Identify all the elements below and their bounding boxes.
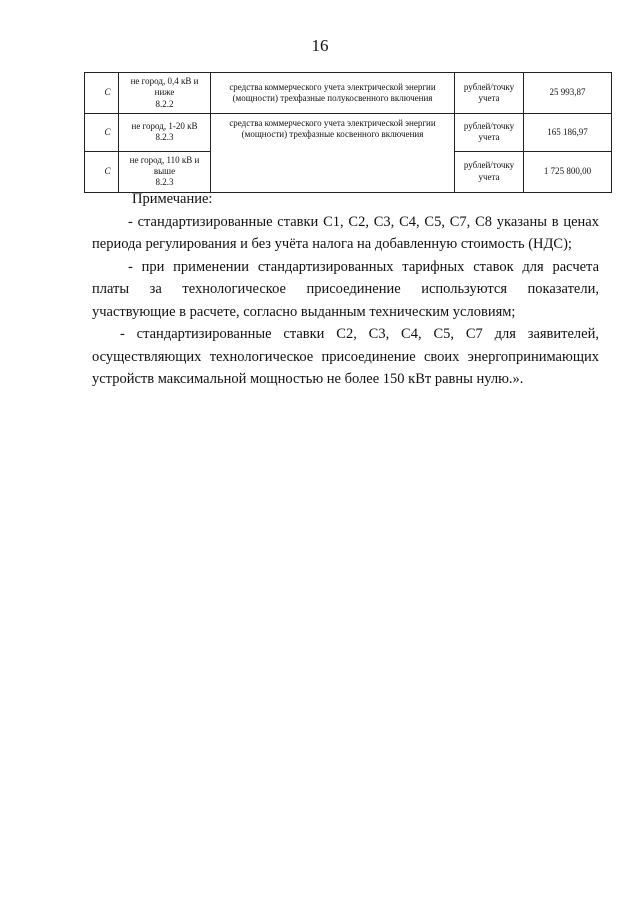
condition-line: не город, 1-20 кВ	[131, 121, 198, 131]
note-paragraph: - стандартизированные ставки С1, С2, С3, С4, С5, С7, С8 указаны в ценах периода регулирования и без учёта налога на добавленную стоимость (НДС);	[92, 213, 599, 252]
condition-line: не город, 0,4 кВ и	[130, 76, 199, 86]
price-cell: 1 725 800,00	[524, 151, 612, 192]
condition-line: 8.2.2	[155, 98, 174, 109]
condition-line: выше	[153, 166, 176, 176]
price-cell: 25 993,87	[524, 73, 612, 114]
condition-line: не город, 110 кВ и	[129, 154, 200, 165]
unit-cell: рублей/точку учета	[455, 151, 524, 192]
description-cell: средства коммерческого учета электрической энергии (мощности) трехфазные косвенного включения	[211, 113, 455, 192]
notes-title: Примечание:	[132, 191, 213, 207]
price-cell: 165 186,97	[524, 113, 612, 151]
condition-line: 8.2.3	[155, 132, 174, 143]
tariff-table	[84, 72, 612, 193]
note-paragraph: - при применении стандартизированных тарифных ставок для расчета платы за технологическое присоединение используются показатели, участвующие в расчете, согласно выданным техническим условиям;	[92, 258, 599, 320]
unit-cell: рублей/точку учета	[455, 73, 524, 114]
table-row	[85, 73, 612, 114]
page-number: 16	[311, 36, 329, 55]
condition-cell	[119, 151, 211, 192]
rate-letter: C	[85, 113, 119, 151]
notes-section	[92, 188, 599, 391]
description-cell: средства коммерческого учета электрической энергии (мощности) трехфазные полукосвенного включения	[211, 73, 455, 114]
condition-line: ниже	[154, 87, 175, 98]
condition-cell	[119, 73, 211, 114]
table-row	[85, 113, 612, 151]
condition-cell	[119, 113, 211, 151]
rate-letter: C	[85, 73, 119, 114]
rate-letter: C	[85, 151, 119, 192]
unit-cell: рублей/точку учета	[455, 113, 524, 151]
note-paragraph: - стандартизированные ставки С2, С3, С4, С5, С7 для заявителей, осуществляющих технологическое присоединение своих энергопринимающих устройств максимальной мощностью не более 150 кВт равны нулю.».	[92, 326, 599, 387]
condition-line: 8.2.3	[155, 177, 174, 188]
